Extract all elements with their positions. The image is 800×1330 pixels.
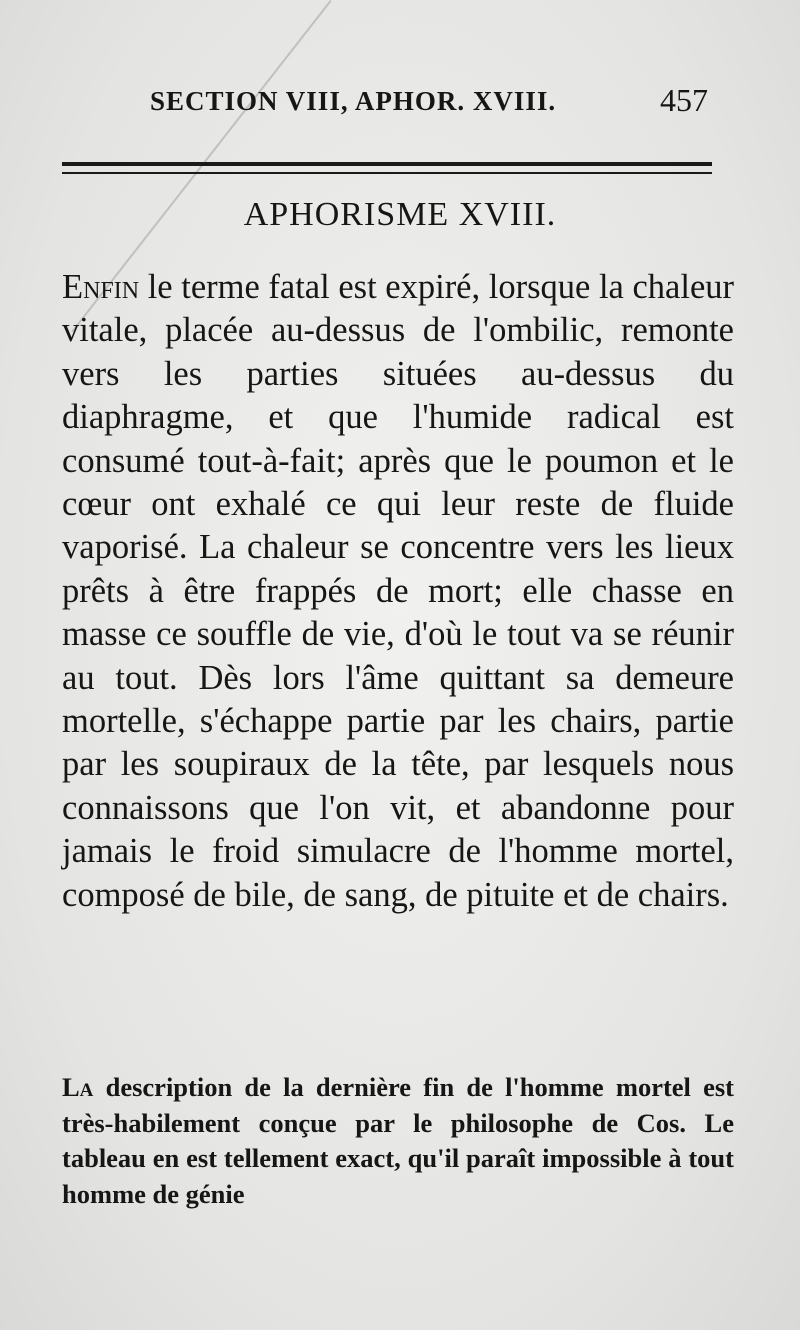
- running-head: SECTION VIII, APHOR. XVIII.: [150, 86, 557, 116]
- aphorism-paragraph: [62, 266, 734, 917]
- header-rule-thick: [62, 162, 712, 166]
- commentary-lead-word: La: [62, 1072, 94, 1102]
- page-number: 457: [660, 82, 708, 118]
- aphorism-title: APHORISME XVIII.: [243, 196, 557, 233]
- header-rule-thin: [62, 172, 712, 174]
- commentary-paragraph: [62, 1070, 734, 1212]
- aphorism-lead-word: Enfin: [62, 268, 140, 306]
- aphorism-text: le terme fatal est expiré, lorsque la chaleur vitale, placée au-dessus de l'ombilic, remonte vers les parties situées au-dessus du diaphragme, et que l'humide radical est consumé tout-à-fait; après que le poumon et le cœur ont exhalé ce qui leur reste de fluide vaporisé. La chaleur se concentre vers les lieux prêts à être frappés de mort; elle chasse en masse ce souffle de vie, d'où le tout va se réunir au tout. Dès lors l'âme quittant sa demeure mortelle, s'échappe partie par les chairs, partie par les soupiraux de la tête, par lesquels nous connaissons que l'on vit, et abandonne pour jamais le froid simulacre de l'homme mortel, composé de bile, de sang, de pituite et de chairs.: [62, 268, 735, 914]
- commentary-text: description de la dernière fin de l'homme mortel est très-habilement conçue par le philosophe de Cos. Le tableau en est tellement exact, qu'il paraît impossible à tout homme de génie: [62, 1072, 735, 1209]
